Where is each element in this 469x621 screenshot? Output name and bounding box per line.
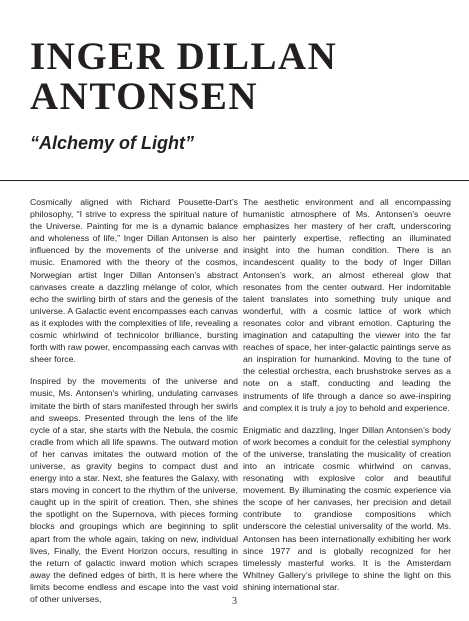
right-text-column (243, 196, 451, 603)
article-subtitle: “Alchemy of Light” (30, 133, 195, 153)
header-divider (0, 180, 469, 181)
paragraph: The aesthetic environment and all encompassing humanistic atmosphere of Ms. Antonsen’s oeuvre emphasizes her mastery of her craft, underscoring her painterly expertise, reflecting an illuminated insight into the human condition. There is an incandescent quality to the body of Inger Dillan Antonsen’s work, an almost ethereal glow that resonates from the center outward. Her indomitable talent translates into something truly unique and wonderful, with a cosmic lattice of work which resonates color and vibrant emotion. Capturing the imagination and catapulting the viewer into the far reaches of space, her inter-galactic paintings serve as an inspiration for humankind. Moving to the tune of the celestial orchestra, each brushstroke serves as a note on a staff, conducting and leading the instruments of life through a dance so awe-inspiring and complex it is truly a joy to behold and experience. (243, 197, 451, 413)
left-text-column (30, 196, 238, 615)
paragraph: Inspired by the movements of the universe and music, Ms. Antonsen’s whirling, undulating canvases imitate the birth of stars manifested through her swirls and sweeps. Presented through the lens of the life cycle of a star, she starts with the Nebula, the cosmic cradle from which all life spawns. The outward motion of her canvas imitates the outward motion of the universe, as gravity begins to compact dust and energy into a star. Next, she features the Galaxy, with stars moving in concert to the rhythm of the universe, caught up in the spirit of creation. Then, she shines the spotlight on the Supernova, with pieces forming blocks and groupings which are beginning to split apart from the whole again, taking on new, individual lives, Finally, the Event Horizon occurs, resulting in the return of galactic inward motion which scrapes away the defined edges of birth, It is here where the limits become endless and escape into the vast void of other universes, (30, 376, 238, 604)
paragraph: Cosmically aligned with Richard Pousette-Dart’s philosophy, “I strive to express the spiritual nature of the Universe. Painting for me is a dynamic balance and wholeness of life,” Inger Dillan Antonsen is also influenced by the movements of the universe and music. Enamored with the theory of the cosmos, Norwegian artist Inger Dillan Antonsen’s abstract canvases create a dazzling mélange of color, which echo the swirling birth of stars and the genesis of the universe. A Galactic event encompasses each canvas as it explodes with the complexities of life, revealing a cosmic whirlwind of technicolor brilliance, bursting forth with raw power, encompassing each canvas with sheer force. (30, 197, 238, 365)
paragraph: Enigmatic and dazzling, Inger Dillan Antonsen’s body of work becomes a conduit for the celestial symphony of the universe, translating the musicality of creation into an intricate cosmic whirlwind on canvas, resonating with explosive color and beautiful movement. By illuminating the cosmic experience via the scope of her canvases, her precision and detail contribute to grandiose compositions which underscore the celestial universality of the world. Ms. Antonsen has been internationally exhibiting her work since 1977 and is globally recognized for her timelessly masterful works. It is the Amsterdam Whitney Gallery’s privilege to shine the light on this shining international star. (243, 424, 451, 592)
artist-name-title: INGER DILLAN ANTONSEN (30, 35, 338, 118)
page-number: 3 (232, 596, 237, 607)
